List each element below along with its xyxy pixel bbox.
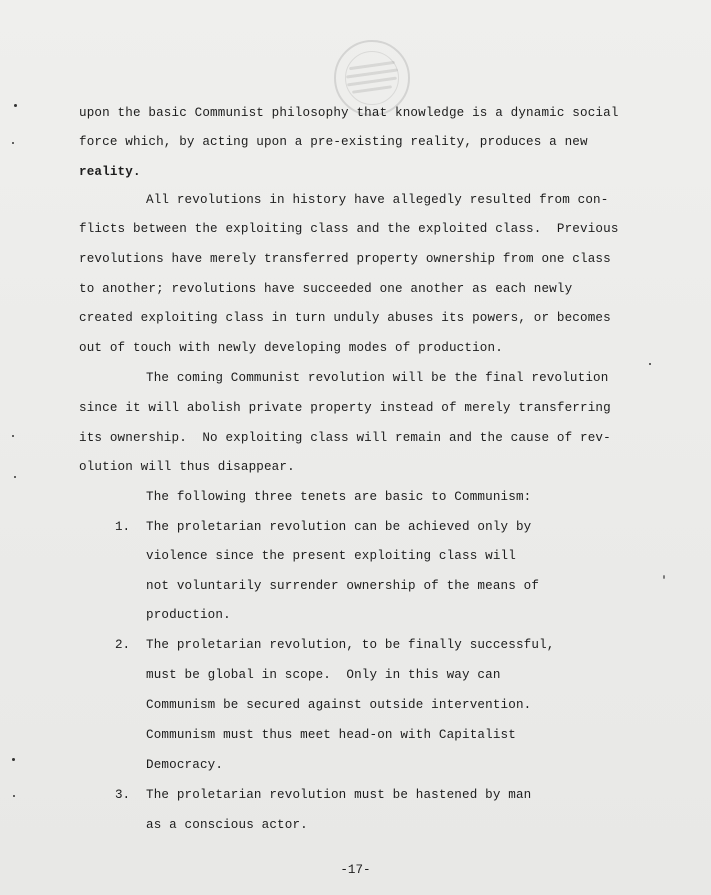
text-line: revolutions have merely transferred property ownership from one class — [79, 252, 611, 266]
text-line: flicts between the exploiting class and the exploited class. Previous — [79, 222, 619, 236]
text-line: The proletarian revolution can be achieved only by — [146, 520, 532, 534]
text-line: Communism must thus meet head-on with Capitalist — [146, 728, 516, 742]
text-line: created exploiting class in turn unduly abuses its powers, or becomes — [79, 311, 611, 325]
text-line: as a conscious actor. — [146, 818, 308, 832]
text-line: reality. — [79, 165, 141, 179]
tenet-number: 2. — [115, 638, 131, 652]
text-line: must be global in scope. Only in this way can — [146, 668, 501, 682]
text-line: The proletarian revolution, to be finally successful, — [146, 638, 555, 652]
scan-speck — [12, 142, 14, 144]
scan-speck — [12, 435, 14, 437]
page-number: -17- — [340, 863, 371, 877]
scan-speck — [14, 476, 16, 478]
text-line: its ownership. No exploiting class will remain and the cause of rev- — [79, 431, 611, 445]
text-line: upon the basic Communist philosophy that knowledge is a dynamic social — [79, 106, 619, 120]
tenet-number: 3. — [115, 788, 131, 802]
text-line: to another; revolutions have succeeded one another as each newly — [79, 282, 573, 296]
text-line: violence since the present exploiting class will — [146, 549, 516, 563]
tenet-number: 1. — [115, 520, 131, 534]
text-line: Democracy. — [146, 758, 224, 772]
text-line: since it will abolish private property instead of merely transferring — [79, 401, 611, 415]
tenets-intro: The following three tenets are basic to Communism: — [146, 490, 532, 504]
scan-speck — [663, 575, 665, 579]
scan-speck — [14, 104, 17, 107]
text-line: force which, by acting upon a pre-existing reality, produces a new — [79, 135, 588, 149]
text-line: The proletarian revolution must be hastened by man — [146, 788, 532, 802]
text-line: production. — [146, 608, 231, 622]
text-line: out of touch with newly developing modes of production. — [79, 341, 503, 355]
text-line: Communism be secured against outside intervention. — [146, 698, 532, 712]
text-line: olution will thus disappear. — [79, 460, 295, 474]
scan-speck — [12, 758, 15, 761]
text-line: All revolutions in history have allegedly resulted from con- — [146, 193, 609, 207]
text-line: The coming Communist revolution will be the final revolution — [146, 371, 609, 385]
scan-speck — [649, 363, 651, 365]
scan-speck — [13, 795, 15, 797]
text-line: not voluntarily surrender ownership of the means of — [146, 579, 540, 593]
